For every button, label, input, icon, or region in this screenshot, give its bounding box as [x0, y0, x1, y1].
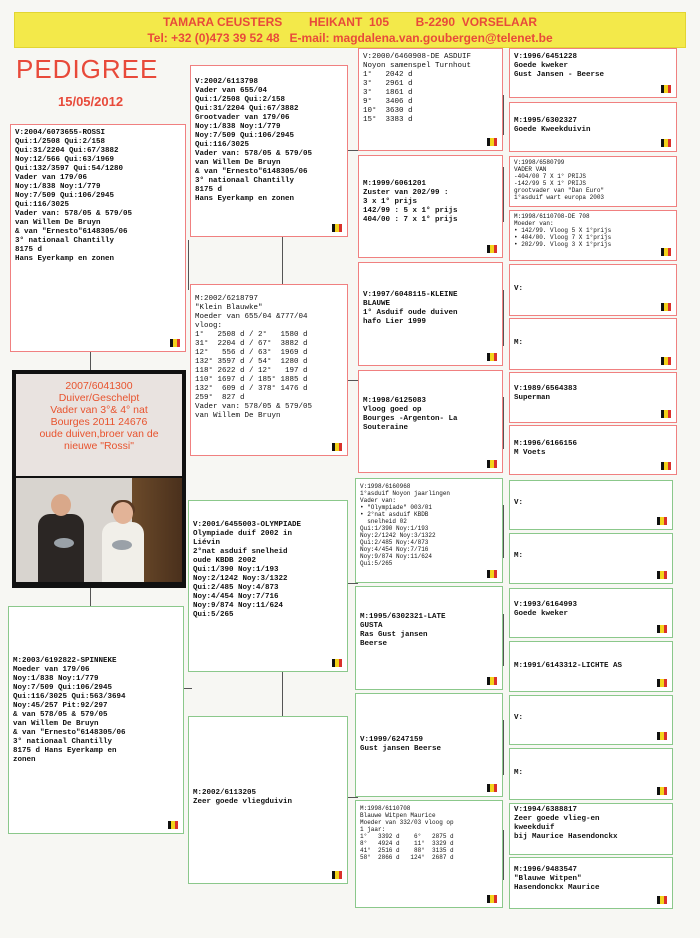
connector-line [503, 397, 504, 449]
g4-box-12 [509, 641, 673, 692]
g4-details-1: V:1996/6451228 Goede kweker Gust Jansen - Beerse [514, 53, 605, 79]
pedigree-date: 15/05/2012 [58, 94, 124, 109]
g4-box-10 [509, 533, 673, 584]
g3-details-2: M:1999/6061201 Zuster van 202/99 : 3 x 1° prijs 142/99 : 5 x 1° prijs 404/00 : 7 x 1° prijs [363, 180, 458, 224]
g3-details-3: V:1997/6048115-KLEINE BLAUWE 1° Asduif oude duiven hafo Lier 1999 [363, 291, 458, 326]
belgium-flag-icon [170, 339, 180, 347]
belgium-flag-icon [661, 357, 671, 365]
page-title: PEDIGREE [16, 54, 159, 84]
g4-details-4: M:1998/6110708-DE 708 Moeder van: • 142/99. Vloog 5 X 1°prijs • 404/00. Vloog 7 X 1°prijs • 202/99. Vloog 3 X 1°prijs [514, 213, 612, 248]
sire-box [10, 124, 186, 352]
g4-details-15: V:1994/6388817 Zeer goede vlieg-en kweekduif bij Maurice Hasendonckx [514, 806, 618, 841]
belgium-flag-icon [661, 462, 671, 470]
g4-box-9 [509, 480, 673, 530]
g4-details-13: V: [514, 714, 524, 722]
g3-details-6: M:1995/6302321-LATE GUSTA Ras Gust jansen Beerse [360, 613, 446, 648]
g4-box-2 [509, 102, 677, 152]
connector-line [348, 380, 358, 381]
header-contact: Tel: +32 (0)473 39 52 48 E-mail: magdalena.van.goubergen@telenet.be [147, 31, 553, 45]
g4-details-16: M:1996/9483547 "Blauwe Witpen" Hasendonckx Maurice [514, 866, 600, 892]
featured-bird-card [12, 370, 186, 588]
belgium-flag-icon [657, 517, 667, 525]
g3-box-7 [355, 693, 503, 797]
belgium-flag-icon [487, 138, 497, 146]
belgium-flag-icon [657, 571, 667, 579]
g3-box-6 [355, 586, 503, 690]
g4-box-1 [509, 48, 677, 98]
g4-details-11: V:1993/6164993 Goede kweker [514, 601, 578, 618]
belgium-flag-icon [661, 248, 671, 256]
g4-box-16 [509, 857, 673, 909]
belgium-flag-icon [332, 443, 342, 451]
belgium-flag-icon [332, 871, 342, 879]
featured-bird-info: 2007/6041300 Duiver/Geschelpt Vader van 3°& 4° nat Bourges 2011 24676 oude duiven,broer van de nieuwe "Rossi" [16, 374, 182, 476]
belgium-flag-icon [661, 410, 671, 418]
connector-line [503, 505, 504, 558]
connector-line [503, 830, 504, 880]
g4-box-13 [509, 695, 673, 745]
belgium-flag-icon [487, 677, 497, 685]
belgium-flag-icon [661, 85, 671, 93]
belgium-flag-icon [487, 460, 497, 468]
g4-details-7: V:1989/6564383 Superman [514, 385, 578, 402]
g4-details-9: V: [514, 499, 524, 507]
connector-line [348, 797, 358, 798]
g4-details-2: M:1995/6302327 Goede Kweekduivin [514, 117, 591, 134]
belgium-flag-icon [657, 679, 667, 687]
pigeon-icon [54, 538, 74, 548]
g3-details-8: M:1998/6110708 Blauwe Witpen Maurice Moeder van 332/03 vloog op 1 jaar: 1° 3392 d 6° 2875 d 8° 4924 d 11° 3329 d 41° 2516 d 88° 3135 d 58° 2866 d 124° 2687 d [360, 805, 454, 861]
g4-box-6 [509, 318, 677, 370]
dam-sire-box [188, 500, 348, 672]
belgium-flag-icon [487, 784, 497, 792]
sire-dam-details: M:2002/6218797 "Klein Blauwke" Moeder van 655/04 &777/04 vloog: 1° 2508 d / 2° 1580 d 31° 2204 d / 67° 3882 d 12° 556 d / 63° 1969 d 132° 3597 d / 54° 1280 d 118° 2622 d / 12° 197 d 110° 1697 d / 185° 1885 d 132° 609 d / 378° 1476 d 259° 827 d Vader van: 578/05 & 579/05 van Willem De Bruyn [195, 295, 313, 420]
connector-line [503, 614, 504, 666]
g4-details-5: V: [514, 285, 524, 293]
pigeon-icon [112, 540, 132, 550]
g3-details-1: V:2000/6460908-DE ASDUIF Noyon samenspel Turnhout 1° 2042 d 3° 2961 d 3° 1861 d 9° 3406 d 10° 3630 d 15° 3383 d [363, 53, 472, 124]
sire-sire-details: V:2002/6113798 Vader van 655/04 Qui:1/2508 Qui:2/158 Qui:31/2204 Qui:67/3882 Grootvader van 179/06 Noy:1/838 Noy:1/779 Noy:7/509 Qui:106/2945 Qui:116/3025 Vader van: 578/05 & 579/05 van Willem De Bruyn & van "Ernesto"6148305/06 3° nationaal Chantilly 8175 d Hans Eyerkamp en zonen [195, 78, 313, 203]
g3-box-1 [358, 48, 503, 151]
belgium-flag-icon [487, 245, 497, 253]
belgium-flag-icon [657, 787, 667, 795]
g3-box-4 [358, 370, 503, 473]
belgium-flag-icon [487, 353, 497, 361]
g4-details-3: V:1998/6580799 VADER VAN -404/00 7 X 1° PRIJS -142/99 5 X 1° PRIJS grootvader van "Dan Euro" 1°asduif wart europa 2003 [514, 159, 605, 201]
g3-box-2 [358, 155, 503, 258]
connector-line [503, 720, 504, 775]
connector-line [282, 236, 283, 284]
g4-box-11 [509, 588, 673, 638]
connector-line [188, 240, 189, 290]
g3-box-8 [355, 800, 503, 908]
connector-line [503, 290, 504, 346]
dam-details: M:2003/6192822-SPINNEKE Moeder van 179/06 Noy:1/838 Noy:1/779 Noy:7/509 Qui:106/2945 Qui:116/3025 Qui:563/3694 Noy:45/257 Pit:92/297 & van 578/05 & 579/05 van Willem De Bruyn & van "Ernesto"6148305/06 3° nationaal Chantilly 8175 d Hans Eyerkamp en zonen [13, 657, 126, 764]
belgium-flag-icon [168, 821, 178, 829]
g3-details-4: M:1998/6125083 Vloog goed op Bourges -Argenton- La Souteraine [363, 397, 458, 432]
connector-line [184, 688, 192, 689]
belgium-flag-icon [661, 139, 671, 147]
dam-sire-details: V:2001/6455003-OLYMPIADE Olympiade duif 2002 in Liévin 2°nat asduif snelheid oude KBDB 2002 Qui:1/390 Noy:1/193 Noy:2/1242 Noy:3/1322 Qui:2/485 Noy:4/873 Noy:4/454 Noy:7/716 Noy:9/874 Noy:11/624 Qui:5/265 [193, 521, 302, 619]
connector-line [90, 352, 91, 370]
belgium-flag-icon [332, 224, 342, 232]
belgium-flag-icon [487, 895, 497, 903]
g4-details-12: M:1991/6143312-LICHTE AS [514, 662, 623, 670]
dam-box [8, 606, 184, 834]
g4-box-5 [509, 264, 677, 316]
g4-box-15 [509, 803, 673, 855]
g4-details-6: M: [514, 339, 524, 347]
g4-details-10: M: [514, 552, 524, 560]
connector-line [503, 95, 504, 135]
g3-details-5: V:1998/6160968 1°asduif Noyon jaarlingen Vader van: • "Olympiade" 003/01 • 2°nat asduif KBDB snelheid 02 Qui:1/390 Noy:1/193 Noy:2/1242 Noy:3/1322 Qui:2/485 Noy:4/873 Noy:4/454 Noy:7/716 Noy:9/874 Noy:11/624 Qui:5/265 [360, 483, 451, 567]
g4-box-14 [509, 748, 673, 800]
connector-line [503, 167, 504, 222]
g4-box-8 [509, 425, 677, 475]
dam-dam-box [188, 716, 348, 884]
belgium-flag-icon [657, 732, 667, 740]
connector-line [348, 150, 358, 151]
sire-dam-box [190, 284, 348, 456]
connector-line [348, 583, 358, 584]
connector-line [90, 588, 91, 606]
g3-details-7: V:1999/6247159 Gust jansen Beerse [360, 736, 442, 753]
contact-header [14, 12, 686, 48]
g4-details-14: M: [514, 769, 524, 777]
sire-sire-box [190, 65, 348, 237]
owner-photo [16, 478, 182, 582]
belgium-flag-icon [332, 659, 342, 667]
g3-box-3 [358, 262, 503, 366]
belgium-flag-icon [657, 896, 667, 904]
header-address: TAMARA CEUSTERS HEIKANT 105 B-2290 VORSELAAR [162, 15, 538, 29]
g4-box-4 [509, 210, 677, 261]
belgium-flag-icon [661, 303, 671, 311]
belgium-flag-icon [487, 570, 497, 578]
g4-box-7 [509, 372, 677, 423]
belgium-flag-icon [657, 625, 667, 633]
g4-box-3 [509, 156, 677, 207]
g4-details-8: M:1996/6166156 M Voets [514, 440, 578, 457]
g3-box-5 [355, 478, 503, 583]
sire-details: V:2004/6073655-ROSSI Qui:1/2508 Qui:2/158 Qui:31/2204 Qui:67/3882 Noy:12/566 Qui:63/1969 Qui:132/3597 Qui:54/1280 Vader van 179/06 Noy:1/838 Noy:1/779 Noy:7/509 Qui:106/2945 Qui:116/3025 Vader van: 578/05 & 579/05 van Willem De Bruyn & van "Ernesto"6148305/06 3° nationaal Chantilly 8175 d Hans Eyerkamp en zonen [15, 129, 133, 263]
dam-dam-details: M:2002/6113205 Zeer goede vliegduivin [193, 789, 293, 806]
